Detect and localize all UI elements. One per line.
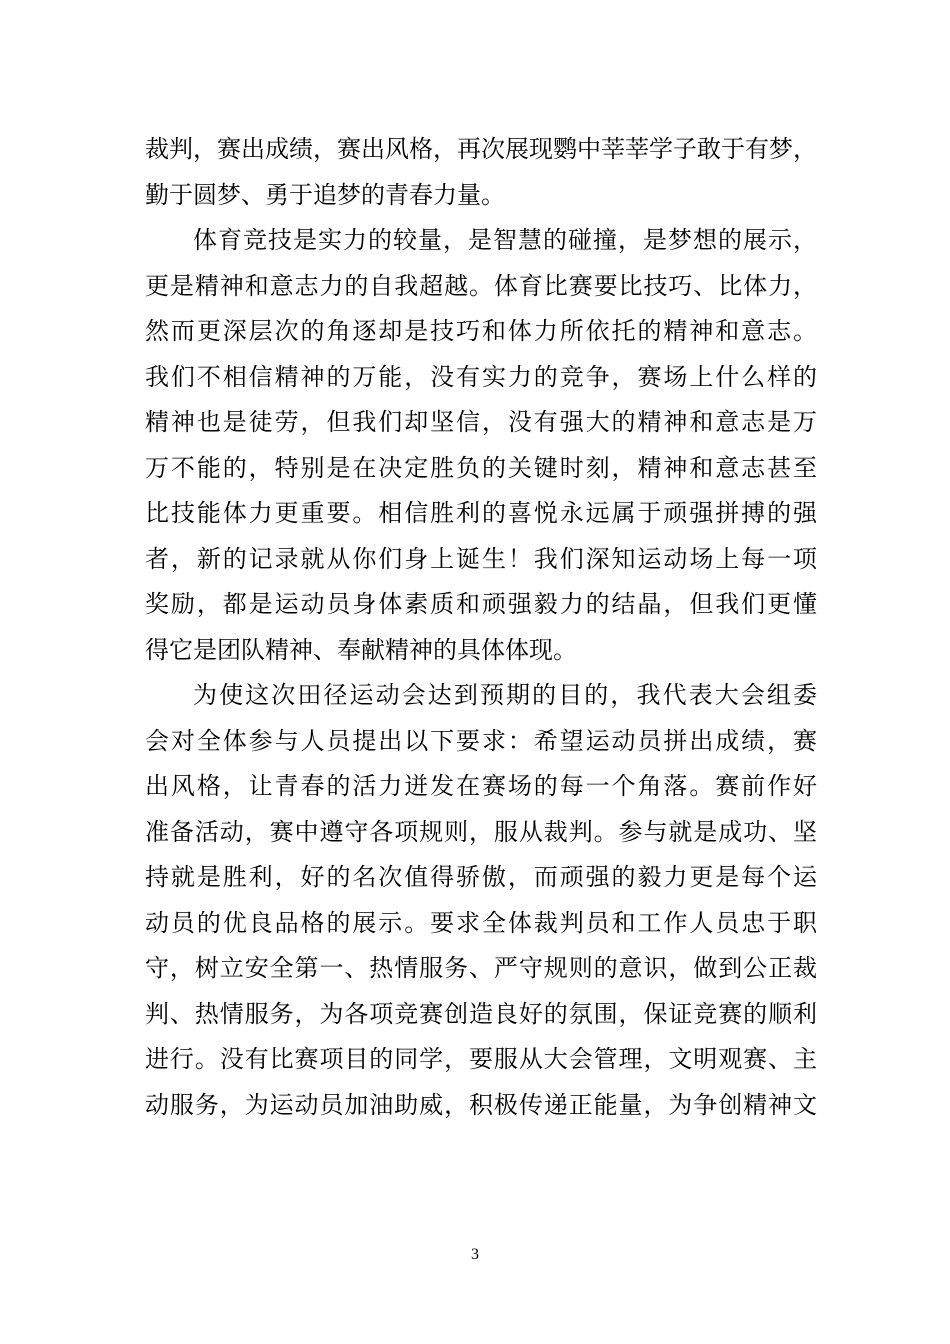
text-line: 精神也是徒劳，但我们却坚信，没有强大的精神和意志是万 (145, 408, 817, 436)
paragraph-first-line: 体育竞技是实力的较量，是智慧的碰撞，是梦想的展示， (193, 226, 817, 254)
text-line: 然而更深层次的角逐却是技巧和体力所依托的精神和意志。 (145, 317, 817, 345)
text-line: 万不能的，特别是在决定胜负的关键时刻，精神和意志甚至 (145, 453, 817, 482)
document-body (145, 127, 817, 1128)
text-line: 进行。没有比赛项目的同学，要服从大会管理，文明观赛、主 (145, 1045, 817, 1073)
text-line: 者，新的记录就从你们身上诞生！我们深知运动场上每一项 (145, 544, 817, 573)
text-line: 持就是胜利，好的名次值得骄傲，而顽强的毅力更是每个运 (145, 863, 817, 891)
text-line: 更是精神和意志力的自我超越。体育比赛要比技巧、比体力， (145, 271, 817, 300)
text-line: 动员的优良品格的展示。要求全体裁判员和工作人员忠于职 (145, 908, 817, 937)
text-line: 准备活动，赛中遵守各项规则，服从裁判。参与就是成功、坚 (145, 817, 817, 846)
paragraph-first-line: 为使这次田径运动会达到预期的目的，我代表大会组委 (193, 681, 817, 709)
text-line: 得它是团队精神、奉献精神的具体体现。 (145, 635, 577, 664)
text-line: 奖励，都是运动员身体素质和顽强毅力的结晶，但我们更懂 (145, 590, 817, 618)
text-line: 判、热情服务，为各项竞赛创造良好的氛围，保证竞赛的顺利 (145, 999, 817, 1028)
text-line: 我们不相信精神的万能，没有实力的竞争，赛场上什么样的 (145, 362, 817, 391)
text-line: 动服务，为运动员加油助威，积极传递正能量，为争创精神文 (145, 1090, 817, 1119)
text-line: 出风格，让青春的活力迸发在赛场的每一个角落。赛前作好 (145, 772, 817, 800)
page-number: 3 (471, 1246, 479, 1263)
text-line: 勤于圆梦、勇于追梦的青春力量。 (145, 180, 505, 209)
text-line: 比技能体力更重要。相信胜利的喜悦永远属于顽强拼搏的强 (145, 499, 817, 527)
text-line: 会对全体参与人员提出以下要求：希望运动员拼出成绩，赛 (145, 726, 817, 755)
text-line: 裁判，赛出成绩，赛出风格，再次展现鹦中莘莘学子敢于有梦， (145, 135, 817, 163)
text-line: 守，树立安全第一、热情服务、严守规则的意识，做到公正裁 (145, 954, 817, 982)
